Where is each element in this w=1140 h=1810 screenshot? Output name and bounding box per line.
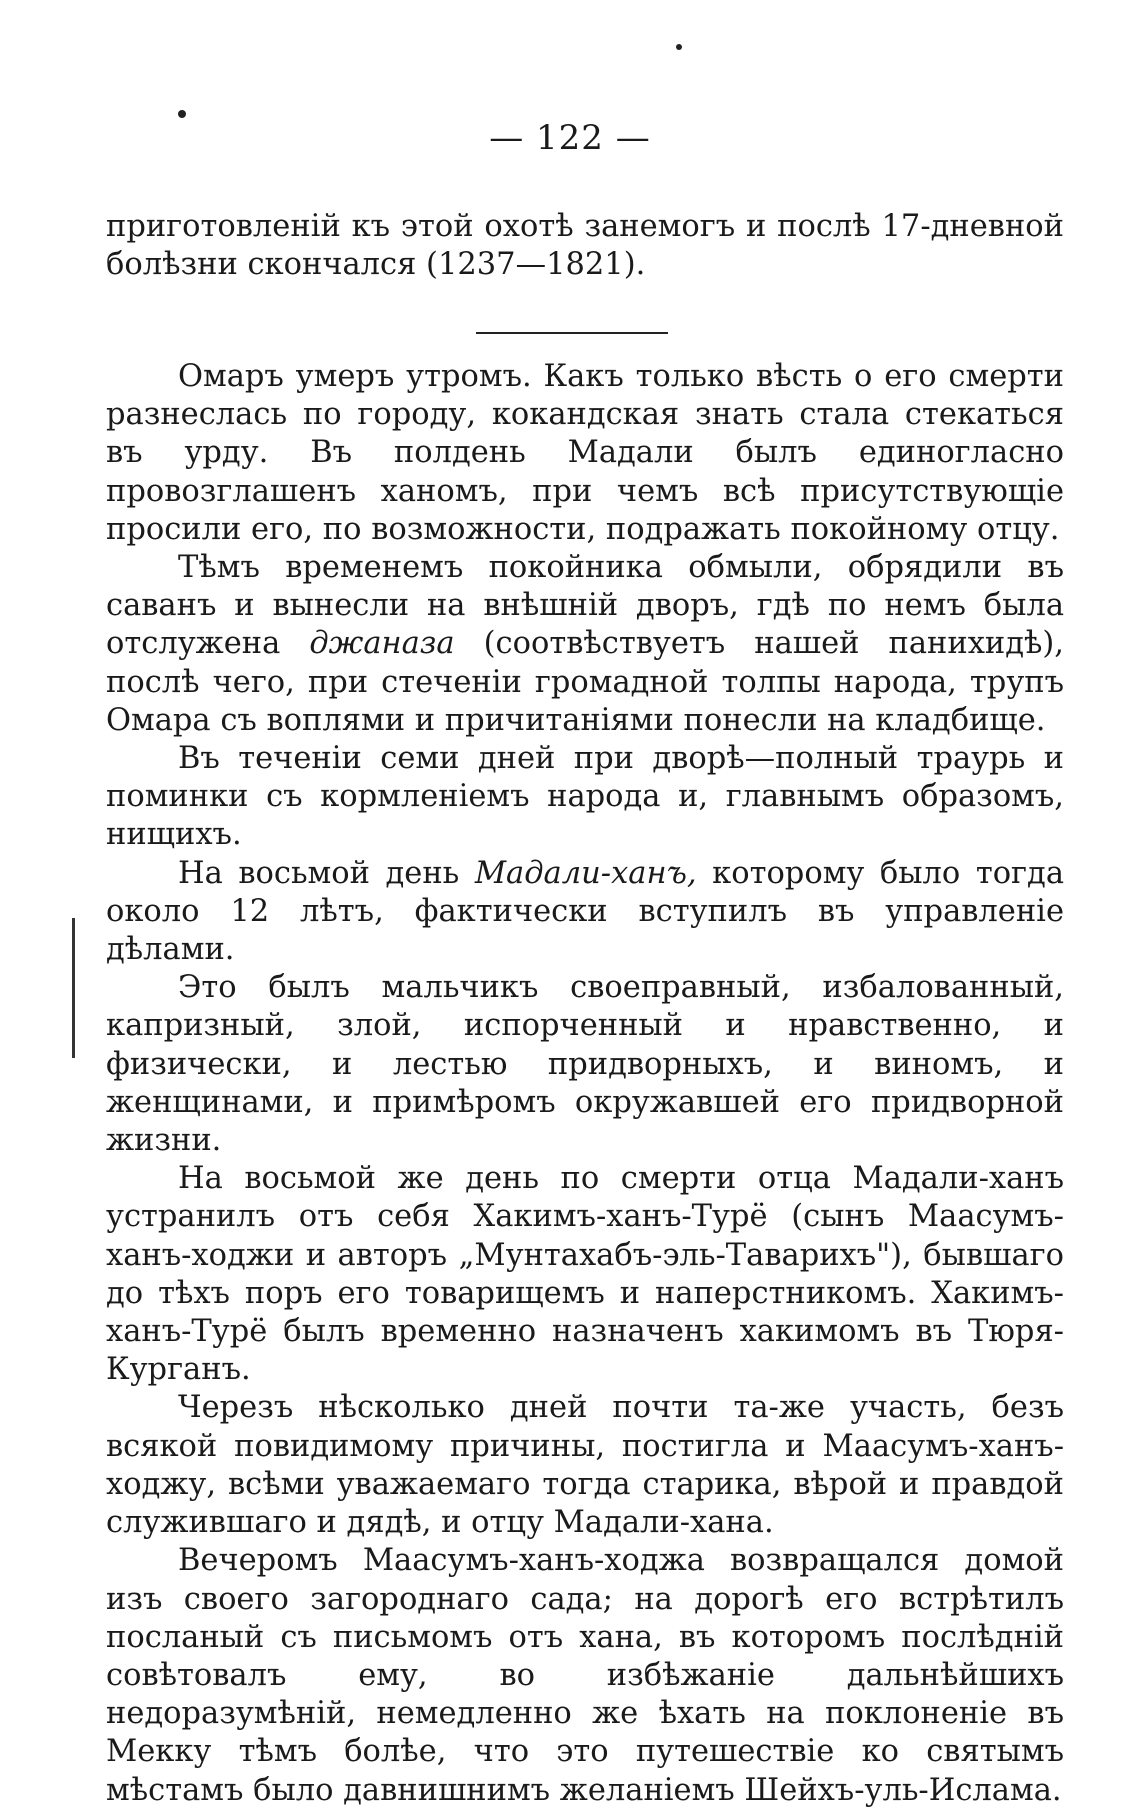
- paragraph-6: На восьмой же день по смерти отца Мадали-ханъ устранилъ отъ себя Хакимъ-ханъ-Турё (сынъ Маасумъ-ханъ-ходжи и авторъ „Мунтахабъ-эль-Таварихъ"), бывшаго до тѣхъ поръ его товарищемъ и наперстникомъ. Хакимъ-ханъ-Турё былъ временно назначенъ хакимомъ въ Тюря-Курганъ.: [106, 1161, 1064, 1388]
- carry-over-text: [106, 208, 1064, 284]
- paragraph-8: Вечеромъ Маасумъ-ханъ-ходжа возвращался домой изъ своего загороднаго сада; на дорогѣ его встрѣтилъ посланый съ письмомъ отъ хана, въ которомъ послѣдній совѣтовалъ ему, во избѣжаніе дальнѣйшихъ недоразумѣній, немедленно же ѣхать на поклоненіе въ Мекку тѣмъ болѣе, что это путешествіе ко святымъ мѣстамъ было давнишнимъ желаніемъ Шейхъ-уль-Ислама.: [106, 1543, 1064, 1808]
- paragraph-2-emphasis: джаназа: [309, 626, 455, 662]
- paragraph-2-end: (соотвѣствуетъ нашей панихидѣ), послѣ чего, при стеченіи громадной толпы народа, трупъ Омара съ воплями и причитаніями понесли на кладбище.: [106, 626, 1064, 738]
- carry-over-paragraph: приготовленій къ этой охотѣ занемогъ и послѣ 17-дневной болѣзни скончался (1237—1821).: [106, 209, 1064, 283]
- paragraph-7: Черезъ нѣсколько дней почти та-же участь, безъ всякой повидимому причины, постигла и Маасумъ-ханъ-ходжу, всѣми уважаемаго тогда старика, вѣрой и правдой служившаго и дядѣ, и отцу Мадали-хана.: [106, 1390, 1064, 1541]
- paragraph-2: [106, 549, 1064, 740]
- paragraph-4: [106, 855, 1064, 970]
- ink-speck: [178, 110, 186, 118]
- paragraph-1: Омаръ умеръ утромъ. Какъ только вѣсть о его смерти разнеслась по городу, кокандская знать стала стекаться въ урду. Въ полдень Мадали былъ единогласно провозглашенъ ханомъ, при чемъ всѣ присутствующіе просили его, по возможности, подражать покойному отцу.: [106, 359, 1064, 547]
- paragraph-4-end: которому было тогда около 12 лѣтъ, фактически вступилъ въ управленіе дѣлами.: [106, 855, 1065, 968]
- body-text: [106, 358, 1064, 1810]
- margin-mark: [72, 918, 75, 1058]
- paragraph-3: Въ теченіи семи дней при дворѣ—полный траурь и поминки съ кормленіемъ народа и, главнымъ образомъ, нищихъ.: [106, 741, 1064, 853]
- ink-speck: [676, 44, 682, 50]
- paragraph-2-start: Тѣмъ временемъ покойника обмыли, обрядили въ саванъ и вынесли на внѣшній дворъ, гдѣ по немъ была отслужена: [106, 550, 1064, 662]
- paragraph-4-start: На восьмой день: [178, 855, 475, 891]
- section-separator: [476, 332, 668, 334]
- page-number: — 122 —: [489, 118, 651, 158]
- paragraph-5: Это былъ мальчикъ своеправный, избалованный, капризный, злой, испорченный и нравственно, и физически, и лестью придворныхъ, и виномъ, и женщинами, и примѣромъ окружавшей его придворной жизни.: [106, 970, 1064, 1159]
- paragraph-4-emphasis: Мадали-ханъ,: [474, 855, 697, 891]
